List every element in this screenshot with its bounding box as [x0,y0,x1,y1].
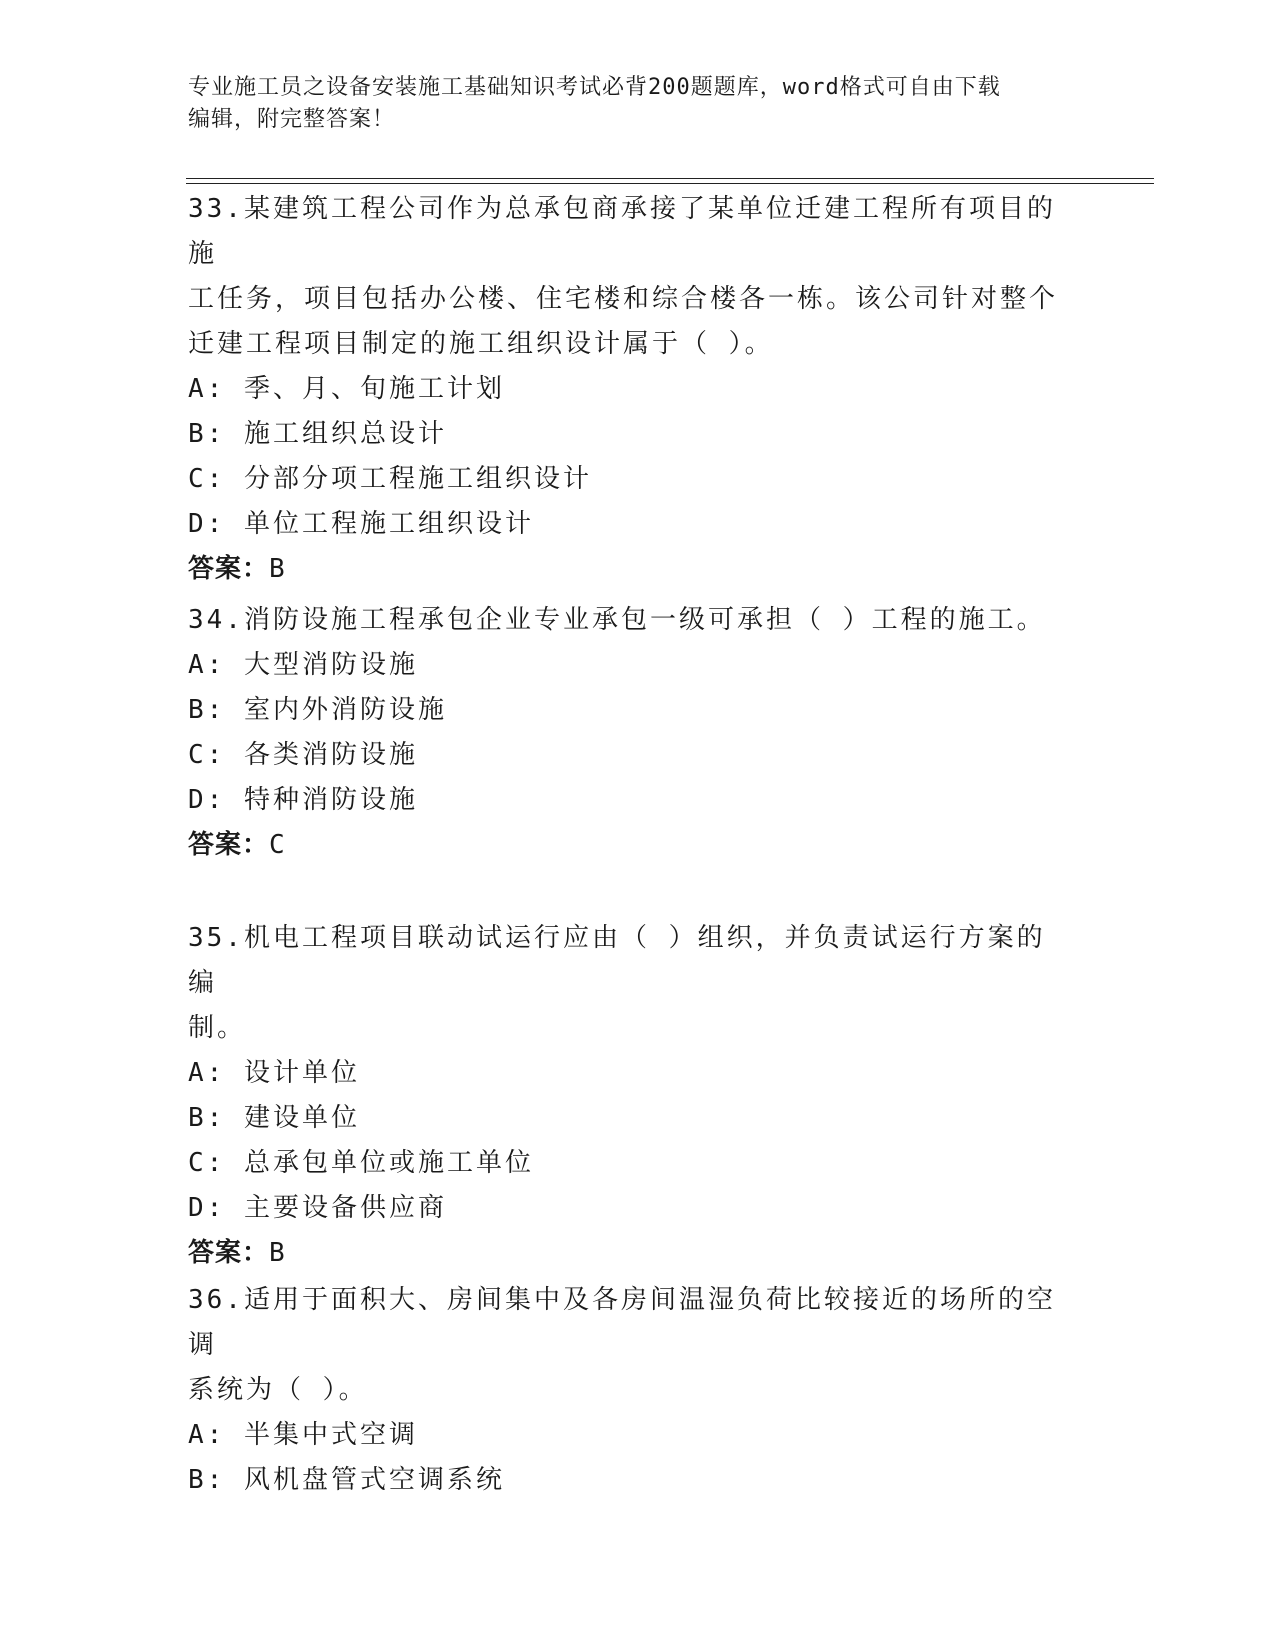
option-b: B: 建设单位 [188,1103,360,1133]
question-stem-line: 制。 [188,1013,247,1043]
option-c: C: 总承包单位或施工单位 [188,1148,534,1178]
answer-label: 答案： [188,554,270,584]
option-a: A: 设计单位 [188,1058,360,1088]
answer-value: B [269,1238,286,1268]
question-35 [188,916,1068,1276]
option-d: D: 单位工程施工组织设计 [188,509,534,539]
answer-value: B [269,554,286,584]
option-a: A: 半集中式空调 [188,1420,418,1450]
option-c: C: 各类消防设施 [188,740,418,770]
question-stem-line: 34.消防设施工程承包企业专业承包一级可承担（ ）工程的施工。 [188,605,1046,635]
question-33 [188,187,1068,592]
option-d: D: 主要设备供应商 [188,1193,447,1223]
answer-label: 答案： [188,830,270,860]
header-divider-bottom [186,183,1154,184]
answer-line [188,547,1068,592]
option-d: D: 特种消防设施 [188,785,418,815]
header-line-1: 专业施工员之设备安装施工基础知识考试必背200题题库，word格式可自由下载 [188,75,1001,100]
answer-value: C [269,830,286,860]
header-divider-top [186,178,1154,179]
answer-line [188,1231,1068,1276]
question-stem-line: 系统为（ ）。 [188,1375,368,1405]
option-a: A: 大型消防设施 [188,650,418,680]
option-c: C: 分部分项工程施工组织设计 [188,464,592,494]
option-b: B: 风机盘管式空调系统 [188,1465,505,1495]
question-stem-line: 35.机电工程项目联动试运行应由（ ）组织，并负责试运行方案的编 [188,923,1046,998]
document-header [188,72,1068,136]
question-stem-line: 33.某建筑工程公司作为总承包商承接了某单位迁建工程所有项目的施 [188,194,1056,269]
option-a: A: 季、月、旬施工计划 [188,374,505,404]
option-b: B: 施工组织总设计 [188,419,447,449]
question-36 [188,1278,1068,1503]
question-stem-line: 迁建工程项目制定的施工组织设计属于（ ）。 [188,329,774,359]
answer-label: 答案： [188,1238,270,1268]
question-stem-line: 36.适用于面积大、房间集中及各房间温湿负荷比较接近的场所的空调 [188,1285,1056,1360]
header-line-2: 编辑，附完整答案！ [188,107,396,132]
answer-line [188,823,1068,868]
question-stem-line: 工任务，项目包括办公楼、住宅楼和综合楼各一栋。该公司针对整个 [188,284,1059,314]
option-b: B: 室内外消防设施 [188,695,447,725]
question-34 [188,598,1068,868]
